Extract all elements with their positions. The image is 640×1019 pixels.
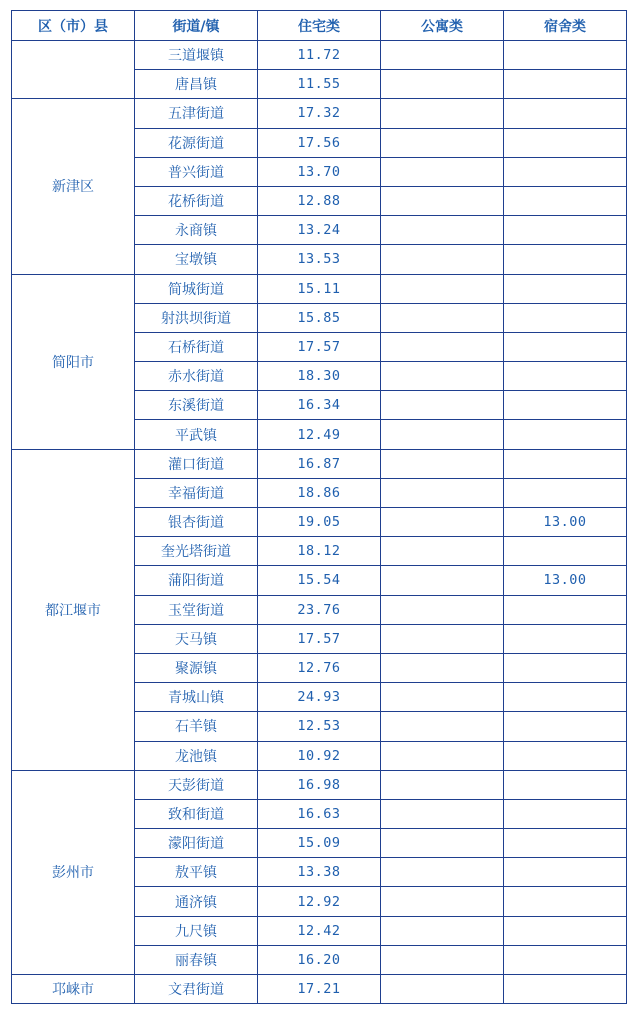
apartment-value-cell	[381, 449, 504, 478]
district-cell: 新津区	[12, 99, 135, 274]
dorm-value-cell	[504, 303, 627, 332]
street-cell: 奎光塔街道	[135, 537, 258, 566]
street-cell: 敖平镇	[135, 858, 258, 887]
residential-value-cell: 23.76	[258, 595, 381, 624]
street-cell: 花桥街道	[135, 186, 258, 215]
apartment-value-cell	[381, 41, 504, 70]
street-cell: 东溪街道	[135, 391, 258, 420]
residential-value-cell: 13.24	[258, 216, 381, 245]
header-row	[12, 11, 627, 41]
residential-value-cell: 15.54	[258, 566, 381, 595]
dorm-value-cell	[504, 157, 627, 186]
dorm-value-cell	[504, 332, 627, 361]
street-cell: 唐昌镇	[135, 70, 258, 99]
residential-value-cell: 10.92	[258, 741, 381, 770]
dorm-value-cell	[504, 595, 627, 624]
street-cell: 五津街道	[135, 99, 258, 128]
district-cell: 邛崃市	[12, 975, 135, 1004]
apartment-value-cell	[381, 566, 504, 595]
street-cell: 九尺镇	[135, 916, 258, 945]
apartment-value-cell	[381, 420, 504, 449]
residential-value-cell: 13.70	[258, 157, 381, 186]
dorm-value-cell	[504, 449, 627, 478]
residential-value-cell: 17.32	[258, 99, 381, 128]
dorm-value-cell	[504, 975, 627, 1004]
street-cell: 花源街道	[135, 128, 258, 157]
apartment-value-cell	[381, 799, 504, 828]
residential-value-cell: 15.85	[258, 303, 381, 332]
apartment-value-cell	[381, 478, 504, 507]
street-cell: 龙池镇	[135, 741, 258, 770]
residential-value-cell: 12.92	[258, 887, 381, 916]
residential-value-cell: 16.98	[258, 770, 381, 799]
residential-value-cell: 11.72	[258, 41, 381, 70]
street-cell: 石桥街道	[135, 332, 258, 361]
street-cell: 宝墩镇	[135, 245, 258, 274]
dorm-value-cell	[504, 99, 627, 128]
district-cell: 彭州市	[12, 770, 135, 974]
apartment-value-cell	[381, 186, 504, 215]
price-table	[11, 10, 627, 1004]
dorm-value-cell	[504, 186, 627, 215]
apartment-value-cell	[381, 916, 504, 945]
residential-value-cell: 17.57	[258, 624, 381, 653]
table-body	[12, 41, 627, 1004]
dorm-value-cell	[504, 128, 627, 157]
residential-value-cell: 16.34	[258, 391, 381, 420]
street-cell: 银杏街道	[135, 508, 258, 537]
street-cell: 青城山镇	[135, 683, 258, 712]
apartment-value-cell	[381, 624, 504, 653]
dorm-value-cell	[504, 799, 627, 828]
header-street: 街道/镇	[135, 11, 258, 41]
residential-value-cell: 12.42	[258, 916, 381, 945]
dorm-value-cell	[504, 916, 627, 945]
table-row	[12, 449, 627, 478]
dorm-value-cell	[504, 245, 627, 274]
table-row	[12, 99, 627, 128]
dorm-value-cell	[504, 274, 627, 303]
street-cell: 文君街道	[135, 975, 258, 1004]
table-row	[12, 975, 627, 1004]
dorm-value-cell	[504, 653, 627, 682]
street-cell: 通济镇	[135, 887, 258, 916]
residential-value-cell: 18.12	[258, 537, 381, 566]
apartment-value-cell	[381, 653, 504, 682]
dorm-value-cell	[504, 712, 627, 741]
dorm-value-cell: 13.00	[504, 566, 627, 595]
dorm-value-cell	[504, 420, 627, 449]
dorm-value-cell	[504, 70, 627, 99]
dorm-value-cell	[504, 41, 627, 70]
dorm-value-cell	[504, 683, 627, 712]
table-row	[12, 770, 627, 799]
street-cell: 平武镇	[135, 420, 258, 449]
dorm-value-cell	[504, 537, 627, 566]
residential-value-cell: 24.93	[258, 683, 381, 712]
residential-value-cell: 12.88	[258, 186, 381, 215]
street-cell: 玉堂街道	[135, 595, 258, 624]
street-cell: 灌口街道	[135, 449, 258, 478]
street-cell: 致和街道	[135, 799, 258, 828]
street-cell: 普兴街道	[135, 157, 258, 186]
apartment-value-cell	[381, 945, 504, 974]
dorm-value-cell	[504, 829, 627, 858]
header-dorm: 宿舍类	[504, 11, 627, 41]
street-cell: 石羊镇	[135, 712, 258, 741]
apartment-value-cell	[381, 712, 504, 741]
apartment-value-cell	[381, 975, 504, 1004]
apartment-value-cell	[381, 887, 504, 916]
street-cell: 濛阳街道	[135, 829, 258, 858]
residential-value-cell: 13.38	[258, 858, 381, 887]
residential-value-cell: 19.05	[258, 508, 381, 537]
residential-value-cell: 17.21	[258, 975, 381, 1004]
district-cell: 都江堰市	[12, 449, 135, 770]
residential-value-cell: 17.57	[258, 332, 381, 361]
apartment-value-cell	[381, 683, 504, 712]
apartment-value-cell	[381, 537, 504, 566]
header-district: 区（市）县	[12, 11, 135, 41]
table-row	[12, 41, 627, 70]
residential-value-cell: 16.63	[258, 799, 381, 828]
apartment-value-cell	[381, 508, 504, 537]
header-apartment: 公寓类	[381, 11, 504, 41]
dorm-value-cell: 13.00	[504, 508, 627, 537]
residential-value-cell: 17.56	[258, 128, 381, 157]
apartment-value-cell	[381, 741, 504, 770]
residential-value-cell: 12.49	[258, 420, 381, 449]
street-cell: 丽春镇	[135, 945, 258, 974]
header-residential: 住宅类	[258, 11, 381, 41]
apartment-value-cell	[381, 157, 504, 186]
apartment-value-cell	[381, 391, 504, 420]
residential-value-cell: 12.76	[258, 653, 381, 682]
apartment-value-cell	[381, 770, 504, 799]
apartment-value-cell	[381, 858, 504, 887]
dorm-value-cell	[504, 478, 627, 507]
residential-value-cell: 18.30	[258, 362, 381, 391]
dorm-value-cell	[504, 391, 627, 420]
street-cell: 三道堰镇	[135, 41, 258, 70]
apartment-value-cell	[381, 99, 504, 128]
apartment-value-cell	[381, 332, 504, 361]
apartment-value-cell	[381, 128, 504, 157]
dorm-value-cell	[504, 741, 627, 770]
dorm-value-cell	[504, 216, 627, 245]
residential-value-cell: 13.53	[258, 245, 381, 274]
street-cell: 射洪坝街道	[135, 303, 258, 332]
dorm-value-cell	[504, 624, 627, 653]
street-cell: 天马镇	[135, 624, 258, 653]
residential-value-cell: 15.11	[258, 274, 381, 303]
street-cell: 天彭街道	[135, 770, 258, 799]
dorm-value-cell	[504, 887, 627, 916]
residential-value-cell: 11.55	[258, 70, 381, 99]
street-cell: 蒲阳街道	[135, 566, 258, 595]
district-cell: 简阳市	[12, 274, 135, 449]
street-cell: 幸福街道	[135, 478, 258, 507]
apartment-value-cell	[381, 245, 504, 274]
apartment-value-cell	[381, 303, 504, 332]
apartment-value-cell	[381, 216, 504, 245]
residential-value-cell: 16.87	[258, 449, 381, 478]
apartment-value-cell	[381, 362, 504, 391]
dorm-value-cell	[504, 362, 627, 391]
street-cell: 赤水街道	[135, 362, 258, 391]
residential-value-cell: 18.86	[258, 478, 381, 507]
street-cell: 简城街道	[135, 274, 258, 303]
apartment-value-cell	[381, 70, 504, 99]
dorm-value-cell	[504, 858, 627, 887]
street-cell: 永商镇	[135, 216, 258, 245]
apartment-value-cell	[381, 595, 504, 624]
dorm-value-cell	[504, 945, 627, 974]
district-cell	[12, 41, 135, 99]
table-row	[12, 274, 627, 303]
street-cell: 聚源镇	[135, 653, 258, 682]
residential-value-cell: 12.53	[258, 712, 381, 741]
residential-value-cell: 16.20	[258, 945, 381, 974]
apartment-value-cell	[381, 274, 504, 303]
dorm-value-cell	[504, 770, 627, 799]
residential-value-cell: 15.09	[258, 829, 381, 858]
apartment-value-cell	[381, 829, 504, 858]
